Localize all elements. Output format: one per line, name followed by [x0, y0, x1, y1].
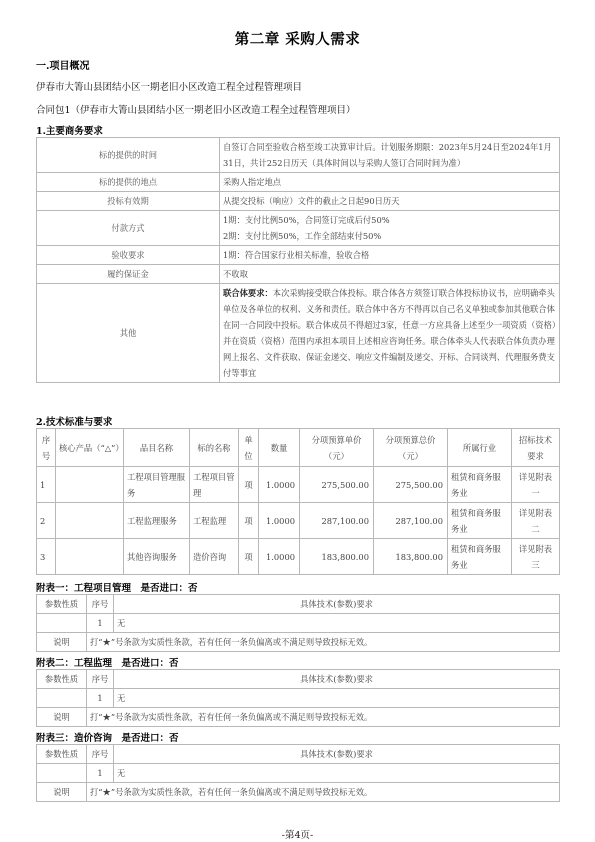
row-label: 投标有效期: [37, 192, 220, 211]
consortium-text: 本次采购接受联合体投标。联合体各方须签订联合体投标协议书，应明确牵头单位及各单位的权利、义务和责任。联合体中各方不得再以自己名义单独或参加其他联合体在同一合同段中投标。联合体成员不得超过3家，任意一方应具备上述至少一项资质（资格）并在资质（资格）范围内承担本项目上述相应咨询任务。联合体牵头人代表联合体负责办理网上报名、文件获取、保证金递交、响应文件编制及递交、开标、合同谈判、代理服务费支付等事宜: [223, 288, 557, 378]
cell-name: 造价咨询: [190, 539, 239, 575]
row-label: 验收要求: [37, 246, 220, 265]
table-row: [37, 614, 560, 633]
row-value: 1期：符合国家行业相关标准，验收合格: [220, 246, 560, 265]
note-text: 打“★”号条款为实质性条款，若有任何一条负偏离或不满足则导致投标无效。: [87, 783, 560, 802]
row-label: 履约保证金: [37, 265, 220, 284]
header-cell: 序号: [87, 745, 114, 764]
cell-req: 详见附表二: [512, 503, 560, 539]
note-text: 打“★”号条款为实质性条款，若有任何一条负偏离或不满足则导致投标无效。: [87, 708, 560, 727]
header-cell: 标的名称: [190, 429, 239, 467]
cell-industry: 租赁和商务服务业: [448, 503, 512, 539]
header-cell: 品目名称: [124, 429, 190, 467]
cell-item: 工程监理服务: [124, 503, 190, 539]
header-cell: 序号: [87, 670, 114, 689]
cell-price: 287,100.00: [300, 503, 374, 539]
table-header-row: [37, 670, 560, 689]
cell-price: 183,800.00: [300, 539, 374, 575]
header-cell: 具体技术(参数)要求: [114, 670, 560, 689]
annex-2-table: [36, 669, 560, 727]
cell-price: 275,500.00: [300, 467, 374, 503]
table-row: [37, 265, 560, 284]
business-heading: 1.主要商务要求: [36, 126, 103, 137]
header-cell: 具体技术(参数)要求: [114, 745, 560, 764]
cell-unit: 项: [239, 467, 259, 503]
business-table: [36, 137, 560, 383]
header-cell: 单位: [239, 429, 259, 467]
table-row: [37, 211, 560, 246]
cell-no: 1: [87, 689, 114, 708]
row-value: [220, 211, 560, 246]
note-label: 说明: [37, 633, 87, 652]
cell-req: 详见附表一: [512, 467, 560, 503]
table-header-row: [37, 595, 560, 614]
cell-no: 3: [37, 539, 56, 575]
table-row: [37, 467, 560, 503]
row-label: 标的提供的时间: [37, 138, 220, 173]
row-label: 标的提供的地点: [37, 173, 220, 192]
header-cell: 分项预算单价（元）: [300, 429, 374, 467]
cell-nature: [37, 689, 87, 708]
table-row: [37, 192, 560, 211]
annex-3-table: [36, 744, 560, 802]
cell-industry: 租赁和商务服务业: [448, 467, 512, 503]
row-value: 自签订合同至验收合格至竣工决算审计后。计划服务期限：2023年5月24日至2024年1月31日，共计252日历天（具体时间以与采购人签订合同时间为准）: [220, 138, 560, 173]
contract-package: 合同包1（伊春市大箐山县团结小区一期老旧小区改造工程全过程管理项目）: [36, 105, 356, 116]
cell-nature: [37, 764, 87, 783]
tech-table: [36, 428, 560, 575]
header-cell: 参数性质: [37, 745, 87, 764]
table-header-row: [37, 429, 560, 467]
annex-3-title: 附表三：造价咨询 是否进口：否: [36, 733, 179, 744]
annex-2-title: 附表二：工程监理 是否进口：否: [36, 658, 179, 669]
cell-no: 1: [37, 467, 56, 503]
header-cell: 具体技术(参数)要求: [114, 595, 560, 614]
table-row: [37, 173, 560, 192]
project-name: 伊春市大箐山县团结小区一期老旧小区改造工程全过程管理项目: [36, 82, 303, 93]
cell-name: 工程项目管理: [190, 467, 239, 503]
cell-item: 工程项目管理服务: [124, 467, 190, 503]
header-cell: 参数性质: [37, 670, 87, 689]
cell-core: [56, 503, 124, 539]
cell-qty: 1.0000: [259, 503, 300, 539]
header-cell: 数量: [259, 429, 300, 467]
header-cell: 序号: [87, 595, 114, 614]
cell-total: 275,500.00: [374, 467, 448, 503]
section-overview-heading: 一.项目概况: [36, 61, 90, 72]
cell-total: 287,100.00: [374, 503, 448, 539]
header-cell: 序号: [37, 429, 56, 467]
page-number: -第4页-: [281, 830, 314, 841]
note-text: 打“★”号条款为实质性条款，若有任何一条负偏离或不满足则导致投标无效。: [87, 633, 560, 652]
header-cell: 招标技术要求: [512, 429, 560, 467]
row-value: 不收取: [220, 265, 560, 284]
header-cell: 核心产品（“△”）: [56, 429, 124, 467]
row-value: [220, 284, 560, 383]
header-cell: 分项预算总价（元）: [374, 429, 448, 467]
table-header-row: [37, 745, 560, 764]
table-row: [37, 284, 560, 383]
cell-qty: 1.0000: [259, 539, 300, 575]
cell-qty: 1.0000: [259, 467, 300, 503]
cell-no: 1: [87, 764, 114, 783]
table-row: [37, 708, 560, 727]
cell-requirement: 无: [114, 614, 560, 633]
table-row: [37, 503, 560, 539]
cell-requirement: 无: [114, 689, 560, 708]
cell-total: 183,800.00: [374, 539, 448, 575]
consortium-label: 联合体要求：: [223, 288, 273, 298]
table-row: [37, 539, 560, 575]
tech-heading: 2.技术标准与要求: [36, 417, 113, 428]
cell-industry: 租赁和商务服务业: [448, 539, 512, 575]
table-row: [37, 689, 560, 708]
chapter-title: 第二章 采购人需求: [234, 31, 361, 48]
row-value: 从提交投标（响应）文件的截止之日起90日历天: [220, 192, 560, 211]
note-label: 说明: [37, 708, 87, 727]
cell-item: 其他咨询服务: [124, 539, 190, 575]
payment-term-1: 1期：支付比例50%，合同签订完成后付50%: [223, 215, 390, 225]
row-value: 采购人指定地点: [220, 173, 560, 192]
table-row: [37, 138, 560, 173]
header-cell: 参数性质: [37, 595, 87, 614]
annex-1-table: [36, 594, 560, 652]
table-row: [37, 783, 560, 802]
cell-req: 详见附表三: [512, 539, 560, 575]
row-label: 其他: [37, 284, 220, 383]
table-row: [37, 246, 560, 265]
payment-term-2: 2期：支付比例50%，工作全部结束付50%: [223, 231, 382, 241]
table-row: [37, 764, 560, 783]
note-label: 说明: [37, 783, 87, 802]
cell-nature: [37, 614, 87, 633]
cell-unit: 项: [239, 539, 259, 575]
cell-name: 工程监理: [190, 503, 239, 539]
cell-no: 1: [87, 614, 114, 633]
table-row: [37, 633, 560, 652]
cell-unit: 项: [239, 503, 259, 539]
cell-core: [56, 467, 124, 503]
cell-no: 2: [37, 503, 56, 539]
annex-1-title: 附表一：工程项目管理 是否进口：否: [36, 583, 198, 594]
header-cell: 所属行业: [448, 429, 512, 467]
row-label: 付款方式: [37, 211, 220, 246]
cell-requirement: 无: [114, 764, 560, 783]
cell-core: [56, 539, 124, 575]
